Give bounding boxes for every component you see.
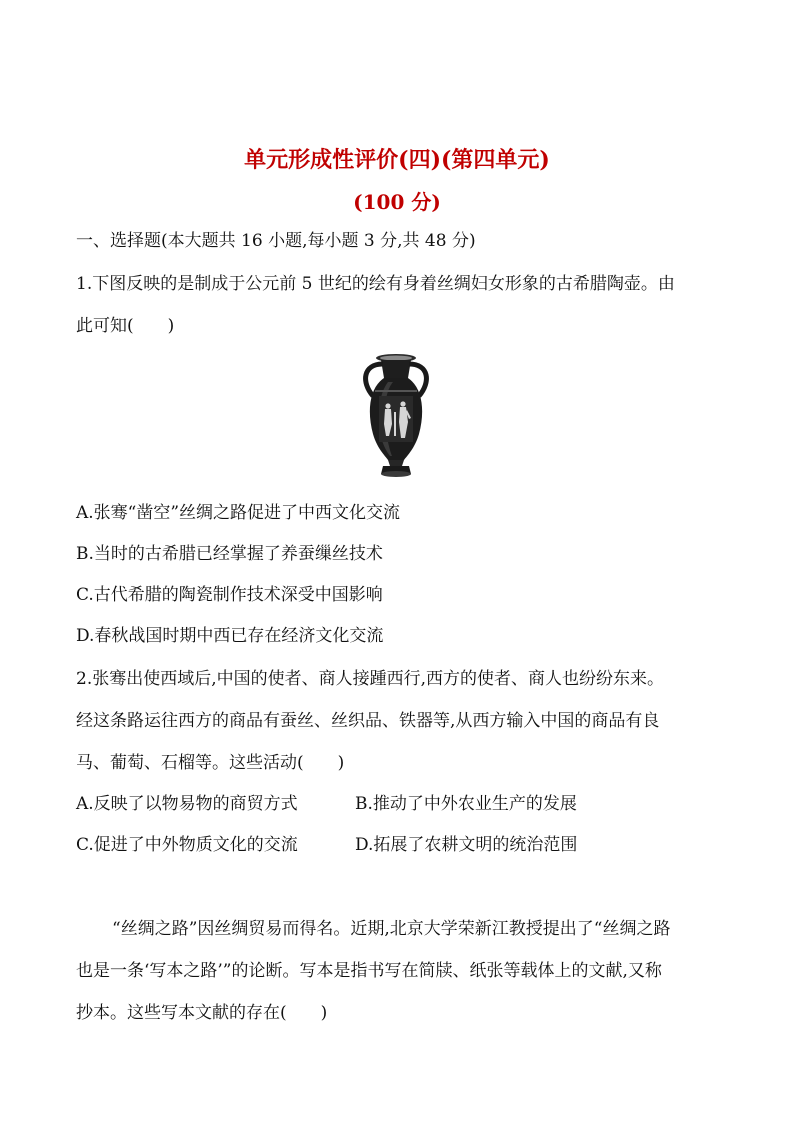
greek-amphora-icon [355, 352, 437, 480]
q2-stem-line3: 马、葡萄、石榴等。这些活动( ) [76, 753, 345, 773]
q2-option-c: C.促进了中外物质文化的交流 [76, 835, 298, 855]
q3-stem-line1: “丝绸之路”因丝绸贸易而得名。近期,北京大学荣新江教授提出了“丝绸之路 [112, 919, 671, 939]
q3-stem-line3: 抄本。这些写本文献的存在( ) [76, 1003, 328, 1023]
q1-option-b: B.当时的古希腊已经掌握了养蚕缫丝技术 [76, 544, 383, 564]
q2-option-d: D.拓展了农耕文明的统治范围 [355, 835, 578, 855]
q2-stem-line1: 2.张骞出使西域后,中国的使者、商人接踵西行,西方的使者、商人也纷纷东来。 [76, 669, 665, 689]
q3-stem-line2: 也是一条‘写本之路’”的论断。写本是指书写在简牍、纸张等载体上的文献,又称 [76, 961, 662, 981]
q2-option-a: A.反映了以物易物的商贸方式 [76, 794, 298, 814]
section-heading: 一、选择题(本大题共 16 小题,每小题 3 分,共 48 分) [76, 231, 476, 251]
q1-stem-line1: 1.下图反映的是制成于公元前 5 世纪的绘有身着丝绸妇女形象的古希腊陶壶。由 [76, 274, 675, 294]
page-title: 单元形成性评价(四)(第四单元) [244, 147, 550, 173]
q2-option-b: B.推动了中外农业生产的发展 [355, 794, 577, 814]
score-total: (100 分) [353, 190, 441, 214]
q2-stem-line2: 经这条路运往西方的商品有蚕丝、丝织品、铁器等,从西方输入中国的商品有良 [76, 711, 660, 731]
q1-stem-line2: 此可知( ) [76, 316, 175, 336]
q1-option-c: C.古代希腊的陶瓷制作技术深受中国影响 [76, 585, 383, 605]
q1-option-a: A.张骞“凿空”丝绸之路促进了中西文化交流 [76, 503, 401, 523]
q1-option-d: D.春秋战国时期中西已存在经济文化交流 [76, 626, 384, 646]
